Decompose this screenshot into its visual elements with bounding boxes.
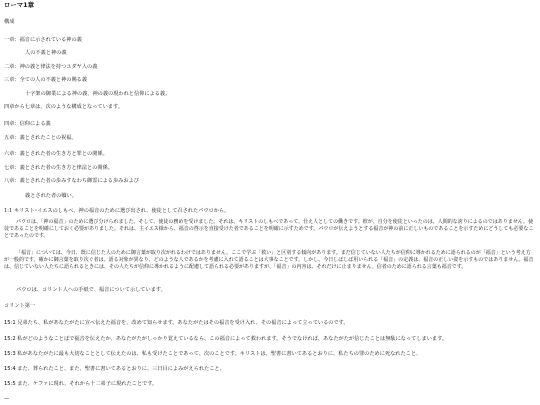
verse-text: 15:5 また、ケファに現れ、それから十二弟子に現れたことです。 bbox=[4, 381, 158, 387]
outline-item: 六章：義とされた者の生き方と罪との関係。 bbox=[4, 151, 108, 157]
outline-item: 四章から七章は、次のような構成となっています。 bbox=[4, 104, 123, 110]
trailing-mark: — bbox=[4, 396, 10, 402]
outline-item: 四章：信仰による義 bbox=[4, 121, 51, 127]
outline-item: 八章：義とされた者の歩みすなわち御霊による歩みおよび bbox=[4, 178, 139, 184]
commentary-paragraph: 「福音」については、今日、既に信じた人のために御言葉が取り次がれるわけではありません。ここで学ぶ「救い」と区別する傾向があります。まだ信じていない人たちが信仰に導かれるために語られるのが「福音」という考え方が一般的です。確かに御言葉を取り次ぐ者は、語る対象が異なり、どのような人であるかを考慮に入れて語ることは大事なことです。しかし、今日しばしば用いられる「福音」の定義は、福音の正しい姿を示すものではありません。福音は、信じていない人たちに語られるときには、その人たちが信仰に導かれるように配慮して語られる必要がありますが、「福音」の内容は、それだけに止まりません。信者のために語られる言葉も福音です。 bbox=[4, 250, 534, 270]
outline-item: 一章：福音に示されている神の義 bbox=[4, 37, 82, 43]
document-title: ローマ1章 bbox=[4, 1, 35, 9]
section-heading: コリント第一 bbox=[4, 303, 36, 309]
outline-item: 人の不義と神の義 bbox=[25, 50, 67, 56]
outline-item: 三章：全ての人の不義と神の賜る義 bbox=[4, 77, 88, 83]
outline-item: 七章：義とされた者の生き方と律法との関係。 bbox=[4, 165, 113, 171]
verse-text: 15:3 私があなたがたに最も大切なこととして伝えたのは、私も受けたことであって、次のことです。キリストは、聖書に書いてあるとおりに、私たちの罪のために死なれたこと、 bbox=[4, 351, 422, 357]
outline-item: 二章：神の義と律法を持つユダヤ人の義 bbox=[4, 64, 98, 70]
outline-item: 五章：義とされたことの祝福。 bbox=[4, 135, 77, 141]
verse-text: 15:4 また、葬られたこと、また、聖書に書いてあるとおりに、三日目によみがえられたこと、 bbox=[4, 366, 225, 372]
outline-item: 十字架の御業による神の義、神の義の現われと信仰による義。 bbox=[25, 91, 171, 97]
verse-text: 15:2 私がどのようなことばで福音を伝えたか、あなたがたがしっかり覚えているなら、この福音によって救われます。そうでなければ、あなたがたが信じたことは無駄になってしまいます。 bbox=[4, 336, 448, 342]
outline-item: 義とされた者の贖い。 bbox=[25, 193, 77, 199]
outline-heading: 構成 bbox=[4, 19, 15, 25]
commentary-paragraph: パウロは、「神の福音」のために選び分けられました。そして、使徒の務めを受けました。それは、キリストのしもべであって、仕え人としての働きです。彼が、自分を使徒といったのは、人間的な誇りによるのではありません。使徒であることを明確にしておく必要がありました。それは、主イエス様から、福音の啓示を直接受けた者であることを明確に示すためです。パウロが伝えようとする福音が神の前に正しいものであることを示すためにどうしても必要なことであったのです。 bbox=[4, 219, 534, 239]
commentary-paragraph: パウロは、コリント人への手紙で、福音について示しています。 bbox=[16, 287, 166, 293]
verse-text: 15:1 兄弟たち、私があなたがたに宣べ伝えた福音を、改めて知らせます。あなたがたはその福音を受け入れ、その福音によって立っているのです。 bbox=[4, 320, 349, 326]
verse-text: 1:1 キリスト･イエスのしもべ、神の福音のために選び出され、使徒として召されたパウロから。 bbox=[4, 208, 230, 214]
